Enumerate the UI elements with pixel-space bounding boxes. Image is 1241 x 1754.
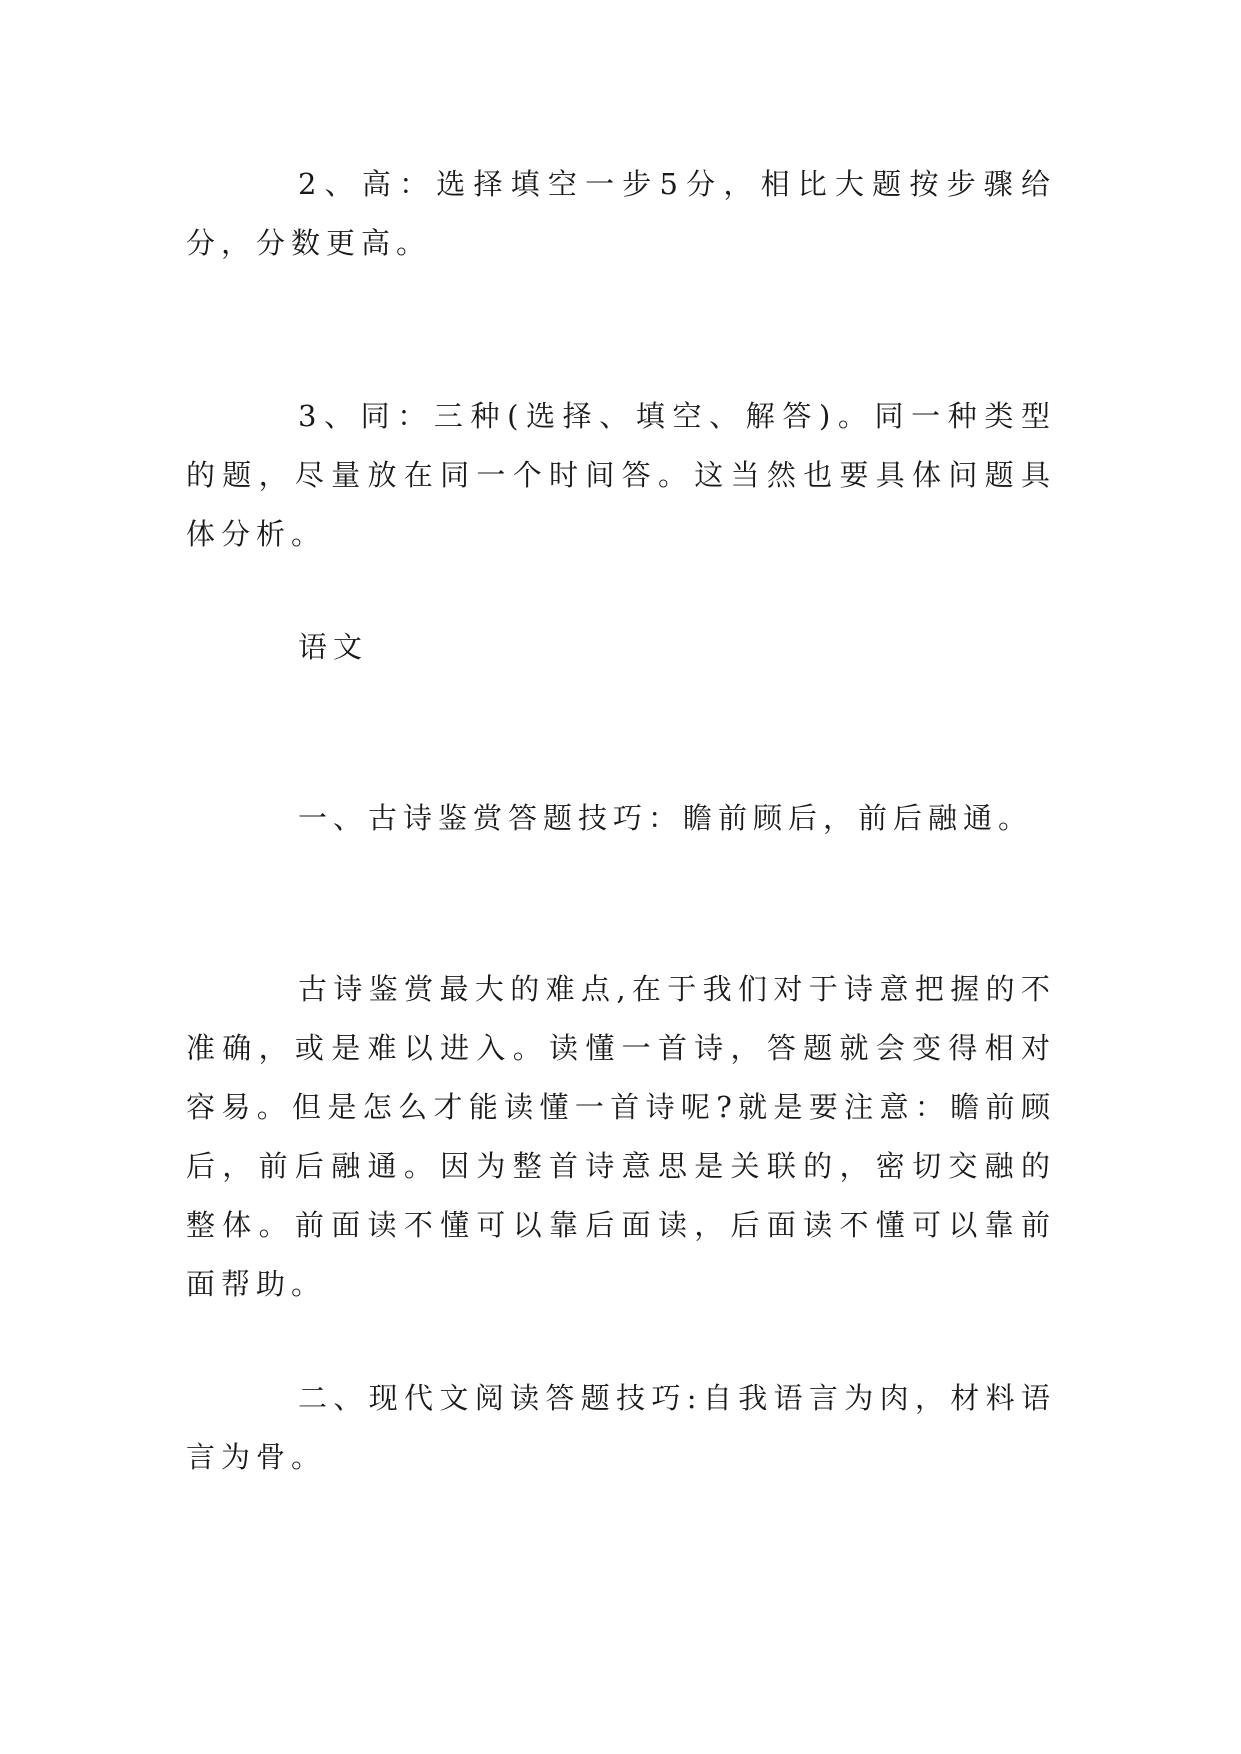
paragraph-scoring-same: 3、同：三种(选择、填空、解答)。同一种类型的题，尽量放在同一个时间答。这当然也要具体问题具体分析。: [186, 399, 1056, 551]
paragraph-scoring-high: 2、高：选择填空一步5分，相比大题按步骤给分，分数更高。: [186, 167, 1056, 260]
heading-modern-reading-technique: 二、现代文阅读答题技巧:自我语言为肉，材料语言为骨。: [186, 1381, 1056, 1474]
paragraph-poetry-explanation: 古诗鉴赏最大的难点,在于我们对于诗意把握的不准确，或是难以进入。读懂一首诗，答题就会变得相对容易。但是怎么才能读懂一首诗呢?就是要注意：瞻前顾后，前后融通。因为整首诗意思是关联的，密切交融的整体。前面读不懂可以靠后面读，后面读不懂可以靠前面帮助。: [186, 972, 1056, 1301]
section-heading-chinese: 语文: [298, 630, 369, 664]
heading-poetry-technique: 一、古诗鉴赏答题技巧：瞻前顾后，前后融通。: [298, 801, 1034, 835]
